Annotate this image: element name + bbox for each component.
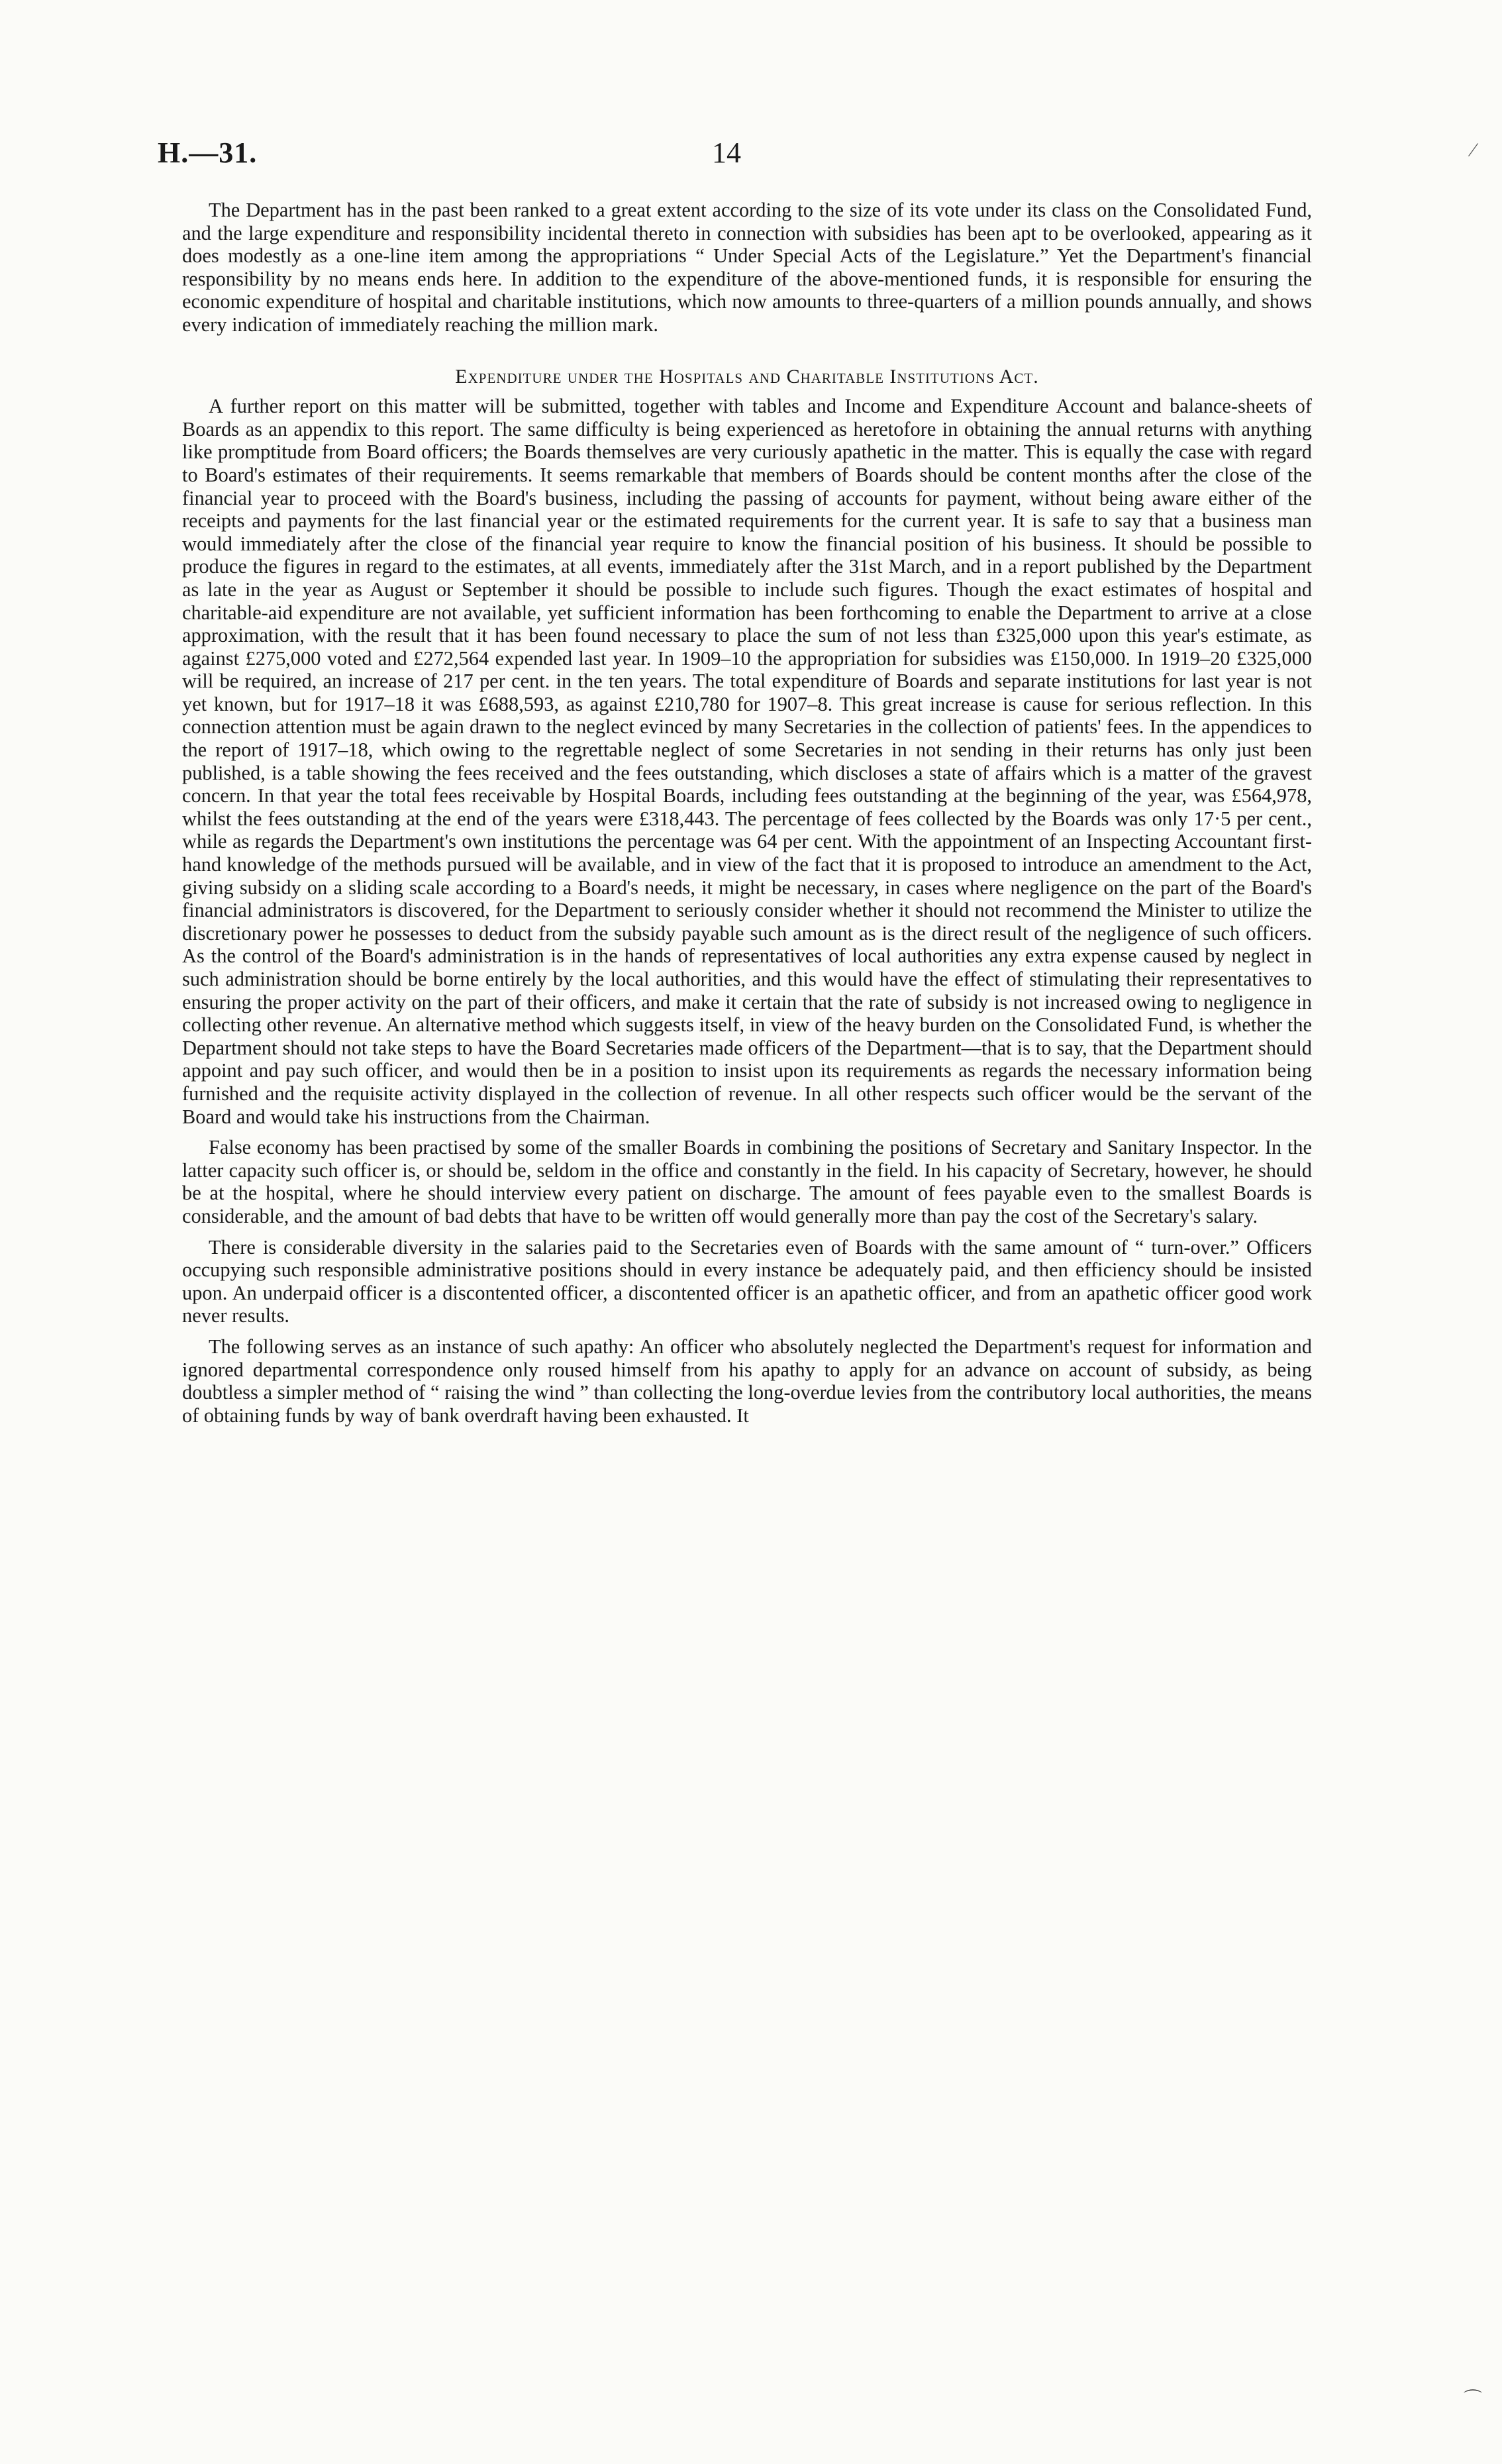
section-paragraph-3: There is considerable diversity in the salaries paid to the Secretaries even of Boards with the same amount of “ turn-over.” Officers occupying such responsible administrative positions should in every instance be adequately paid, and then efficiency should be insisted upon. An underpaid officer is a discontented officer, a discontented officer is an apathetic officer, and from an apathetic officer good work never results. [182,1235,1312,1327]
page-body [182,199,1312,1435]
section-heading: Expenditure under the Hospitals and Charitable Institutions Act. [455,365,1039,387]
margin-mark: ⁄ [1472,139,1476,161]
document-reference: H.—31. [158,136,258,169]
page-number: 14 [712,136,741,169]
margin-mark-bottom: ⌒ [1464,2389,1483,2410]
section-paragraph-1: A further report on this matter will be submitted, together with tables and Income and Expenditure Account and balance-sheets of Boards as an appendix to this report. The same difficulty is being experienced as heretofore in obtaining the annual returns with anything like promptitude from Board officers; the Boards themselves are very curiously apathetic in the matter. This is equally the case with regard to Board's estimates of their requirements. It seems remarkable that members of Boards should be content months after the close of the financial year to proceed with the Board's business, including the passing of accounts for payment, without being aware either of the receipts and payments for the last financial year or the estimated requirements for the current year. It is safe to say that a business man would immediately after the close of the financial year require to know the financial position of his business. It should be possible to produce the figures in regard to the estimates, at all events, immediately after the 31st March, and in a report published by the Department as late in the year as August or September it should be possible to include such figures. Though the exact estimates of hospital and charitable-aid expenditure are not available, yet sufficient information has been forthcoming to enable the Department to arrive at a close approximation, with the result that it has been found necessary to place the sum of not less than £325,000 upon this year's estimate, as against £275,000 voted and £272,564 expended last year. In 1909–10 the appropriation for subsidies was £150,000. In 1919–20 £325,000 will be required, an increase of 217 per cent. in the ten years. The total expenditure of Boards and separate institutions for last year is not yet known, but for 1917–18 it was £688,593, as against £210,780 for 1907–8. This great increase is cause for serious reflection. In this connection attention must be again drawn to the neglect evinced by many Secretaries in the collection of patients' fees. In the appendices to the report of 1917–18, which owing to the regrettable neglect of some Secretaries in not sending in their returns has only just been published, is a table showing the fees received and the fees outstanding, which discloses a state of affairs which is a matter of the gravest concern. In that year the total fees receivable by Hospital Boards, including fees outstanding at the beginning of the year, was £564,978, whilst the fees outstanding at the end of the years were £318,443. The percentage of fees collected by the Boards was only 17·5 per cent., while as regards the Department's own institutions the percentage was 64 per cent. With the appointment of an Inspecting Accountant first-hand knowledge of the methods pursued will be available, and in view of the fact that it is proposed to introduce an amendment to the Act, giving subsidy on a sliding scale according to a Board's needs, it might be necessary, in cases where negligence on the part of the Board's financial administrators is discovered, for the Department to seriously consider whether it should not recommend the Minister to utilize the discretionary power he possesses to deduct from the subsidy payable such amount as is the direct result of the negligence of such officers. As the control of the Board's administration is in the hands of representatives of local authorities any extra expense caused by neglect in such administration should be borne entirely by the local authorities, and this would have the effect of stimulating their representatives to ensuring the proper activity on the part of their officers, and make it certain that the rate of subsidy is not increased owing to negligence in collecting other revenue. An alternative method which suggests itself, in view of the heavy burden on the Consolidated Fund, is whether the Department should not take steps to have the Board Secretaries made officers of the Department—that is to say, that the Department should appoint and pay such officer, and would then be in a position to insist upon its requirements as regards the necessary information being furnished and the requisite activity displayed in the collection of revenue. In all other respects such officer would be the servant of the Board and would take his instructions from the Chairman. [182,395,1312,1128]
section-paragraph-4: The following serves as an instance of such apathy: An officer who absolutely neglected the Department's request for information and ignored departmental correspondence only roused himself from his apathy to apply for an advance on account of subsidy, as being doubtless a simpler method of “ raising the wind ” than collecting the long-overdue levies from the contributory local authorities, the means of obtaining funds by way of bank overdraft having been exhausted. It [182,1335,1312,1427]
intro-paragraph: The Department has in the past been ranked to a great extent according to the size of its vote under its class on the Consolidated Fund, and the large expenditure and responsibility incidental thereto in connection with subsidies has been apt to be overlooked, appearing as it does modestly as a one-line item among the appropriations “ Under Special Acts of the Legislature.” Yet the Department's financial responsibility by no means ends here. In addition to the expenditure of the above-mentioned funds, it is responsible for ensuring the economic expenditure of hospital and charitable institutions, which now amounts to three-quarters of a million pounds annually, and shows every indication of immediately reaching the million mark. [182,199,1312,336]
section-paragraph-2: False economy has been practised by some of the smaller Boards in combining the positions of Secretary and Sanitary Inspector. In the latter capacity such officer is, or should be, seldom in the office and constantly in the field. In his capacity of Secretary, however, he should be at the hospital, where he should interview every patient on discharge. The amount of fees payable even to the smallest Boards is considerable, and the amount of bad debts that have to be written off would generally more than pay the cost of the Secretary's salary. [182,1136,1312,1227]
